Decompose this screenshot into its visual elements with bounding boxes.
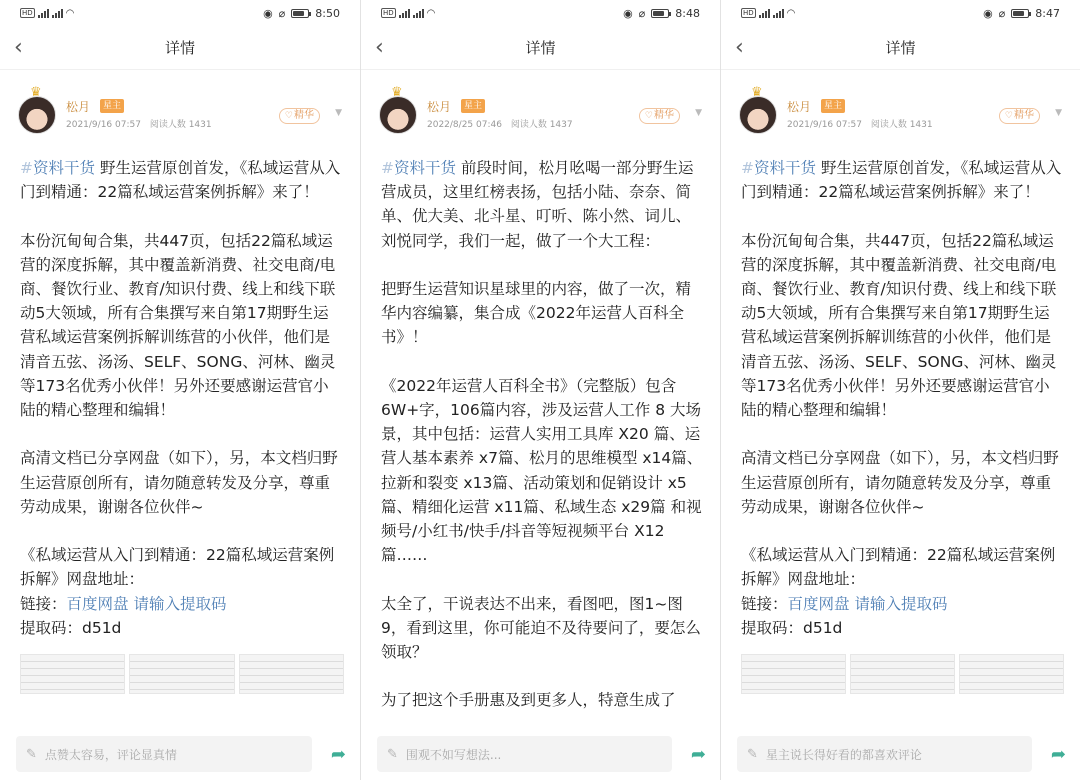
post-paragraph bbox=[741, 156, 1064, 204]
link-prefix: 链接： bbox=[20, 594, 67, 613]
post-paragraph bbox=[20, 156, 344, 204]
post-date: 2021/9/16 07:57 bbox=[787, 120, 862, 130]
bottom-bar bbox=[721, 728, 1080, 780]
post-content bbox=[381, 156, 704, 724]
role-badge: 星主 bbox=[821, 99, 845, 113]
eye-icon: ◉ bbox=[623, 6, 633, 20]
post-paragraph: 太全了，干说表达不出来，看图吧，图1~图9，看到这里，你可能迫不及待要问了，要怎么领取？ bbox=[381, 594, 701, 662]
topic-tag[interactable] bbox=[20, 159, 95, 177]
crown-icon: ♛ bbox=[30, 85, 42, 100]
extract-code: 提取码：d51d bbox=[20, 618, 122, 637]
avatar[interactable] bbox=[739, 96, 777, 134]
signal-icon bbox=[399, 9, 410, 18]
battery-icon bbox=[651, 9, 669, 18]
post-meta bbox=[66, 117, 212, 130]
post-header bbox=[18, 85, 342, 136]
bottom-bar bbox=[0, 728, 360, 780]
essence-badge bbox=[639, 108, 680, 124]
status-left bbox=[20, 8, 74, 19]
role-badge: 星主 bbox=[100, 99, 124, 113]
comment-input[interactable] bbox=[16, 736, 312, 772]
post-date: 2022/8/25 07:46 bbox=[427, 120, 502, 130]
eye-icon: ◉ bbox=[983, 6, 993, 20]
nav-bar bbox=[721, 26, 1080, 70]
comment-placeholder: 点赞太容易，评论显真情 bbox=[44, 747, 177, 762]
topic-tag-label: 资料干货 bbox=[33, 159, 96, 177]
netdisk-link[interactable]: 百度网盘 请输入提取码 bbox=[787, 594, 948, 613]
paragraph-text: 野生运营原创首发，《私域运营从入门到精通：22篇私域运营案例拆解》来了！ bbox=[741, 159, 1062, 202]
image-thumbnails bbox=[20, 654, 344, 694]
hash-icon: # bbox=[381, 159, 394, 177]
image-thumbnails bbox=[741, 654, 1064, 694]
hd-badge: HD bbox=[383, 9, 394, 17]
status-time: 8:48 bbox=[675, 6, 700, 20]
comment-placeholder: 星主说长得好看的都喜欢评论 bbox=[765, 747, 922, 762]
back-icon[interactable]: ‹ bbox=[735, 35, 744, 60]
post-header bbox=[379, 85, 702, 136]
read-count: 阅读人数 1431 bbox=[870, 120, 933, 130]
status-right bbox=[263, 7, 340, 20]
image-thumbnail[interactable] bbox=[129, 654, 234, 694]
link-line bbox=[20, 592, 344, 616]
image-thumbnail[interactable] bbox=[20, 654, 125, 694]
essence-label: 精华 bbox=[294, 110, 314, 121]
avatar[interactable] bbox=[18, 96, 56, 134]
comment-placeholder: 围观不如写想法... bbox=[405, 747, 502, 762]
topic-tag[interactable] bbox=[381, 159, 456, 177]
heart-icon: ♡ bbox=[1004, 111, 1013, 121]
phone-screen-2 bbox=[360, 0, 720, 780]
page-title: 详情 bbox=[525, 39, 556, 57]
status-bar bbox=[0, 0, 360, 26]
wifi-icon: ◠ bbox=[786, 7, 796, 19]
link-line bbox=[741, 592, 1064, 616]
phone-screen-3 bbox=[720, 0, 1080, 780]
paragraph-text: 前段时间，松月吆喝一部分野生运营成员，这里红榜表扬，包括小陆、奈奈、简单、优大美、北斗星、叮听、陈小然、词儿、刘悦同学，我们一起，做了一个大工程： bbox=[381, 159, 694, 250]
back-icon[interactable]: ‹ bbox=[14, 35, 23, 60]
comment-input[interactable] bbox=[737, 736, 1032, 772]
signal-icon bbox=[759, 9, 770, 18]
post-paragraph: 高清文档已分享网盘（如下），另，本文档归野生运营原创所有，请勿随意转发及分享，尊重劳动成果，谢谢各位伙伴~ bbox=[741, 449, 1059, 516]
crown-icon: ♛ bbox=[751, 85, 763, 100]
avatar[interactable] bbox=[379, 96, 417, 134]
post-paragraph: 《私域运营从入门到精通：22篇私域运营案例拆解》网盘地址： bbox=[20, 546, 335, 589]
read-count: 阅读人数 1437 bbox=[510, 120, 573, 130]
heart-icon: ♡ bbox=[284, 111, 293, 121]
author-name[interactable]: 松月 bbox=[66, 100, 91, 114]
signal-icon bbox=[413, 9, 424, 18]
bottom-bar bbox=[361, 728, 720, 780]
image-thumbnail[interactable] bbox=[959, 654, 1064, 694]
hash-icon: # bbox=[741, 159, 754, 177]
share-icon[interactable]: ➦ bbox=[690, 743, 706, 765]
image-thumbnail[interactable] bbox=[850, 654, 955, 694]
status-time: 8:47 bbox=[1035, 6, 1060, 20]
phone-screen-1 bbox=[0, 0, 360, 780]
essence-label: 精华 bbox=[1014, 110, 1034, 121]
signal-icon bbox=[52, 9, 63, 18]
page-title: 详情 bbox=[885, 39, 916, 57]
hd-badge: HD bbox=[743, 9, 754, 17]
status-right bbox=[623, 7, 700, 20]
author-name[interactable]: 松月 bbox=[427, 100, 452, 114]
battery-icon bbox=[291, 9, 309, 18]
eye-icon: ◉ bbox=[263, 6, 273, 20]
signal-icon bbox=[773, 9, 784, 18]
nav-bar bbox=[361, 26, 720, 70]
mute-icon: ⌀ bbox=[638, 6, 646, 20]
hash-icon: # bbox=[20, 159, 33, 177]
topic-tag[interactable] bbox=[741, 159, 816, 177]
status-time: 8:50 bbox=[315, 6, 340, 20]
image-thumbnail[interactable] bbox=[239, 654, 344, 694]
role-badge: 星主 bbox=[461, 99, 485, 113]
pencil-icon: ✎ bbox=[747, 746, 758, 762]
heart-icon: ♡ bbox=[644, 111, 653, 121]
mute-icon: ⌀ bbox=[278, 6, 286, 20]
topic-tag-label: 资料干货 bbox=[394, 159, 457, 177]
post-header bbox=[739, 85, 1062, 136]
status-left bbox=[741, 8, 795, 19]
status-right bbox=[983, 7, 1060, 20]
image-thumbnail[interactable] bbox=[741, 654, 846, 694]
pencil-icon: ✎ bbox=[387, 746, 398, 762]
post-paragraph: 本份沉甸甸合集，共447页，包括22篇私域运营的深度拆解，其中覆盖新消费、社交电商/电商、餐饮行业、教育/知识付费、线上和线下联动5大领域，所有合集撰写来自第17期野生运营私域运营案例拆解训练营的小伙伴，他们是清音五弦、汤汤、SELF、SONG、河林、幽灵等173名优秀小伙伴！另外还要感谢运营官小陆的精心整理和编辑！ bbox=[20, 231, 336, 420]
extract-code: 提取码：d51d bbox=[741, 618, 843, 637]
read-count: 阅读人数 1431 bbox=[149, 120, 212, 130]
post-meta bbox=[787, 117, 933, 130]
post-paragraph: 高清文档已分享网盘（如下），另，本文档归野生运营原创所有，请勿随意转发及分享，尊重劳动成果，谢谢各位伙伴~ bbox=[20, 449, 338, 516]
post-paragraph: 把野生运营知识星球里的内容，做了一次，精华内容编纂，集合成《2022年运营人百科全书》！ bbox=[381, 280, 692, 347]
more-caret-icon[interactable]: ▼ bbox=[1055, 108, 1062, 118]
page-title: 详情 bbox=[164, 39, 195, 57]
more-caret-icon[interactable]: ▼ bbox=[695, 108, 702, 118]
signal-icon bbox=[38, 9, 49, 18]
status-bar bbox=[721, 0, 1080, 26]
status-left bbox=[381, 8, 435, 19]
post-meta bbox=[427, 117, 573, 130]
crown-icon: ♛ bbox=[391, 85, 403, 100]
link-prefix: 链接： bbox=[741, 594, 788, 613]
pencil-icon: ✎ bbox=[26, 746, 37, 762]
comment-input[interactable] bbox=[377, 736, 672, 772]
post-paragraph: 《私域运营从入门到精通：22篇私域运营案例拆解》网盘地址： bbox=[741, 546, 1056, 589]
paragraph-text: 野生运营原创首发，《私域运营从入门到精通：22篇私域运营案例拆解》来了！ bbox=[20, 159, 341, 202]
more-caret-icon[interactable]: ▼ bbox=[335, 108, 342, 118]
share-icon[interactable]: ➦ bbox=[330, 743, 346, 765]
netdisk-link[interactable]: 百度网盘 请输入提取码 bbox=[66, 594, 227, 613]
author-name[interactable]: 松月 bbox=[787, 100, 812, 114]
mute-icon: ⌀ bbox=[998, 6, 1006, 20]
wifi-icon: ◠ bbox=[426, 7, 436, 19]
essence-badge bbox=[999, 108, 1040, 124]
post-date: 2021/9/16 07:57 bbox=[66, 120, 141, 130]
wifi-icon: ◠ bbox=[65, 7, 75, 19]
topic-tag-label: 资料干货 bbox=[754, 159, 817, 177]
post-paragraph: 《2022年运营人百科全书》（完整版）包含 6W+字，106篇内容，涉及运营人工作 8 大场景，其中包括：运营人实用工具库 X20 篇、运营人基本素养 x7篇、松月的思维模型 x14篇、拉新和裂变 x13篇、活动策划和促销设计 x5篇、精细化运营 x11篇、私域生态 x29篇 和视频号/小红书/快手/抖音等短视频平台 X12篇…… bbox=[381, 376, 703, 565]
essence-label: 精华 bbox=[654, 110, 674, 121]
share-icon[interactable]: ➦ bbox=[1050, 743, 1066, 765]
post-paragraph bbox=[381, 156, 704, 253]
battery-icon bbox=[1011, 9, 1029, 18]
post-content bbox=[741, 156, 1064, 724]
post-content bbox=[20, 156, 344, 724]
status-bar bbox=[361, 0, 720, 26]
post-paragraph: 本份沉甸甸合集，共447页，包括22篇私域运营的深度拆解，其中覆盖新消费、社交电商/电商、餐饮行业、教育/知识付费、线上和线下联动5大领域，所有合集撰写来自第17期野生运营私域运营案例拆解训练营的小伙伴，他们是清音五弦、汤汤、SELF、SONG、河林、幽灵等173名优秀小伙伴！另外还要感谢运营官小陆的精心整理和编辑！ bbox=[741, 231, 1057, 420]
post-paragraph: 为了把这个手册惠及到更多人，特意生成了 bbox=[381, 691, 676, 710]
nav-bar bbox=[0, 26, 360, 70]
back-icon[interactable]: ‹ bbox=[375, 35, 384, 60]
hd-badge: HD bbox=[22, 9, 33, 17]
essence-badge bbox=[279, 108, 320, 124]
